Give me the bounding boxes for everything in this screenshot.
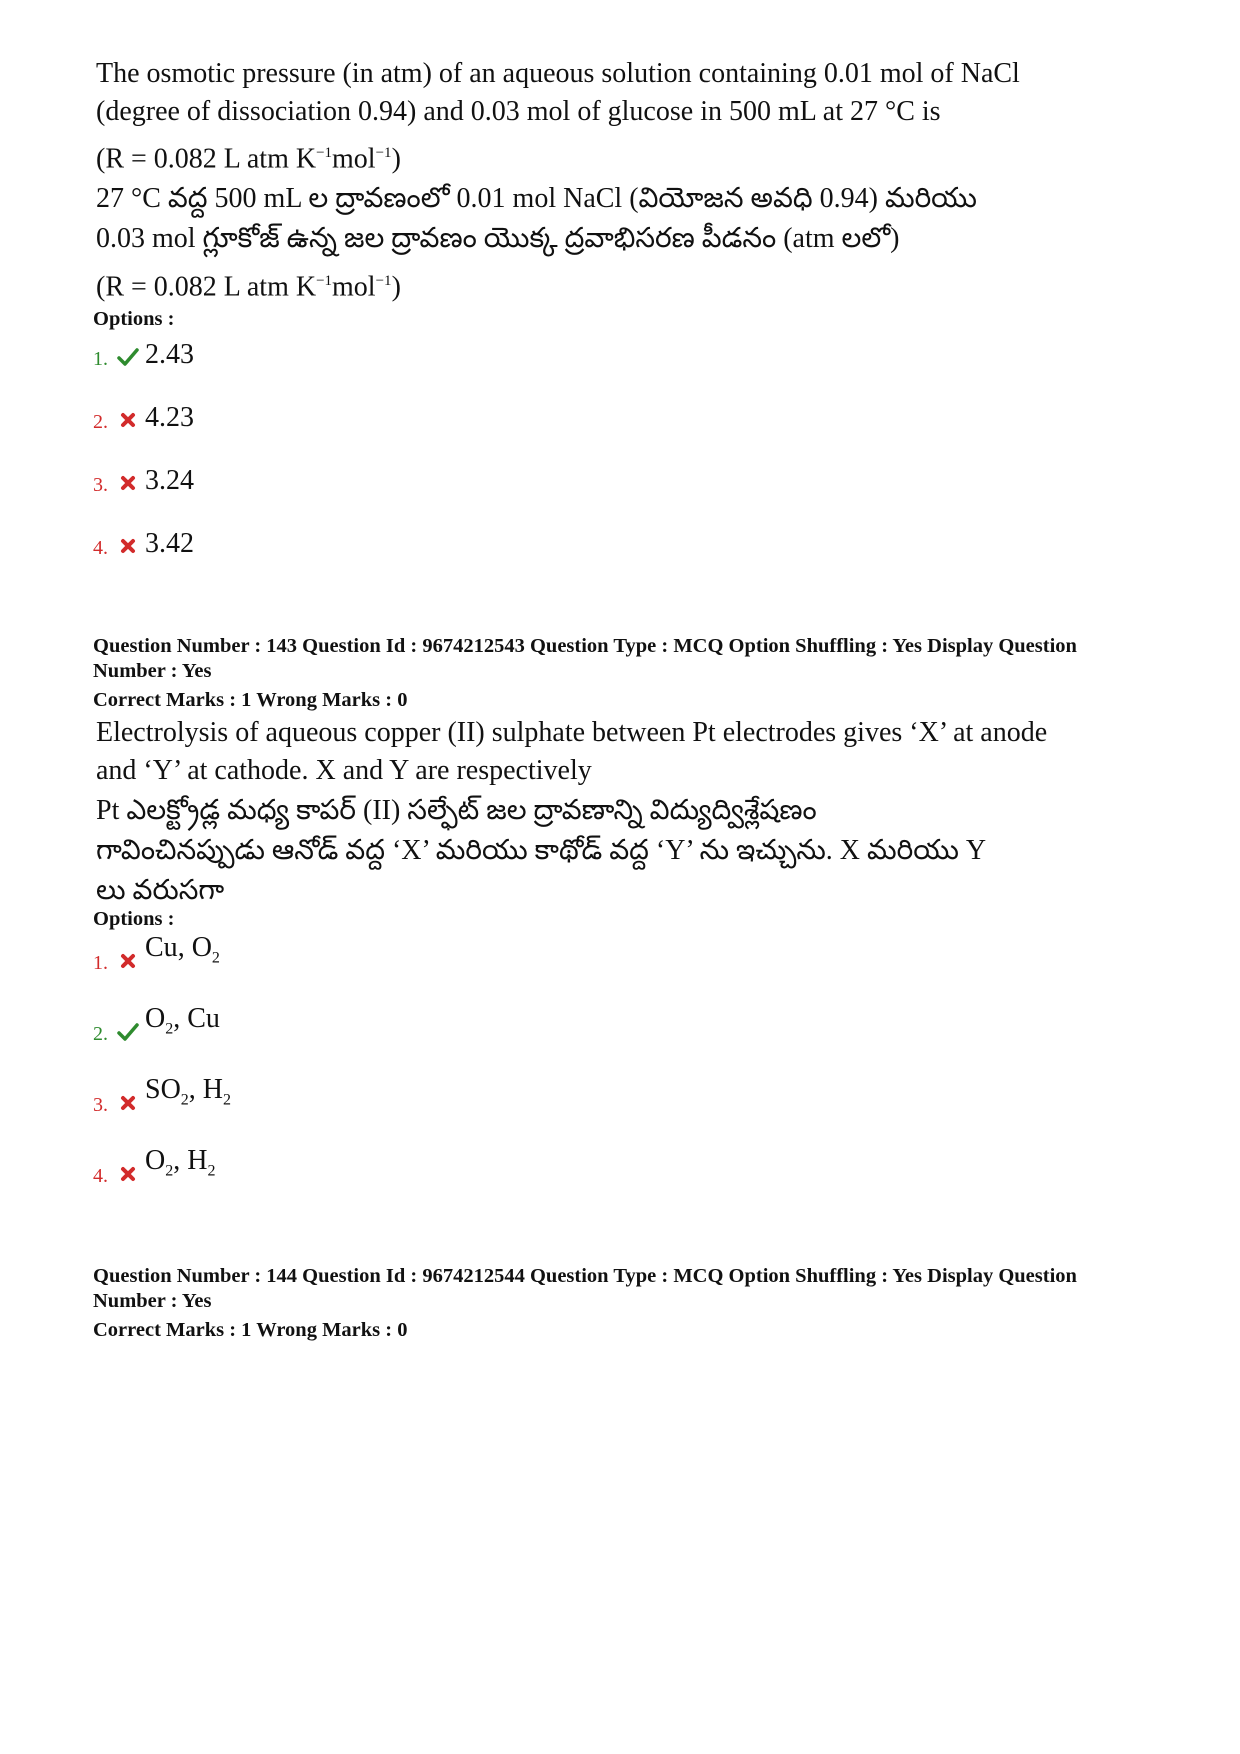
- q144-marks: Correct Marks : 1 Wrong Marks : 0: [93, 1319, 408, 1341]
- q143-option-4: [93, 1147, 215, 1187]
- q143-meta-line2: Number : Yes: [93, 660, 212, 682]
- q142-stem-en-line1: The osmotic pressure (in atm) of an aqueous solution containing 0.01 mol of NaCl: [96, 58, 1020, 89]
- option-number: 1.: [93, 348, 108, 370]
- q142-option-4: [93, 519, 194, 559]
- option-number: 4.: [93, 1165, 108, 1187]
- option-number: 4.: [93, 537, 108, 559]
- cross-icon: [117, 1092, 139, 1114]
- q143-stem-te-line3: లు వరుసగా: [96, 875, 225, 906]
- q142-gas-constant-te: (R = 0.082 L atm $K^{-1}mol^{-1}$): [96, 271, 401, 303]
- cross-icon: [117, 950, 139, 972]
- q142-option-3: [93, 456, 194, 496]
- cross-icon: [117, 1163, 139, 1185]
- option-value: Cu, $O_2$: [145, 932, 220, 967]
- q143-stem-en-line1: Electrolysis of aqueous copper (II) sulphate between Pt electrodes gives ‘X’ at anode: [96, 717, 1048, 748]
- q142-option-1: [93, 330, 194, 370]
- q142-options-label: Options :: [93, 308, 175, 330]
- q143-option-3: [93, 1076, 231, 1116]
- option-value: 3.42: [145, 528, 194, 559]
- option-number: 2.: [93, 1023, 108, 1045]
- cross-icon: [117, 472, 139, 494]
- q143-stem-en-line2: and ‘Y’ at cathode. X and Y are respectively: [96, 755, 592, 786]
- option-number: 2.: [93, 411, 108, 433]
- q143-option-2: [93, 1005, 220, 1045]
- option-number: 3.: [93, 474, 108, 496]
- check-icon: [117, 346, 139, 368]
- option-value: 3.24: [145, 465, 194, 496]
- cross-icon: [117, 535, 139, 557]
- cross-icon: [117, 409, 139, 431]
- q142-stem-te-line2: 0.03 mol గ్లూకోజ్ ఉన్న జల ద్రావణం యొక్క ద్రవాభిసరణ పీడనం (atm లలో): [96, 223, 900, 254]
- q144-meta-line1: Question Number : 144 Question Id : 9674212544 Question Type : MCQ Option Shuffling : Yes Display Question: [93, 1265, 1077, 1287]
- q144-meta-line2: Number : Yes: [93, 1290, 212, 1312]
- q142-gas-constant-en: (R = 0.082 L atm $K^{-1}mol^{-1}$): [96, 143, 401, 175]
- q142-stem-en-line2: (degree of dissociation 0.94) and 0.03 mol of glucose in 500 mL at 27 °C is: [96, 96, 941, 127]
- q143-marks: Correct Marks : 1 Wrong Marks : 0: [93, 689, 408, 711]
- option-number: 3.: [93, 1094, 108, 1116]
- q143-stem-te-line2: గావించినప్పుడు ఆనోడ్ వద్ద ‘X’ మరియు కాథోడ్ వద్ద ‘Y’ ను ఇచ్చును. X మరియు Y: [96, 835, 987, 866]
- option-value: 2.43: [145, 339, 194, 370]
- q143-meta-line1: Question Number : 143 Question Id : 9674212543 Question Type : MCQ Option Shuffling : Yes Display Question: [93, 635, 1077, 657]
- q142-option-2: [93, 393, 194, 433]
- option-value: $O_2$, $H_2$: [145, 1145, 216, 1180]
- q143-stem-te-line1: Pt ఎలక్ట్రోడ్ల మధ్య కాపర్ (II) సల్ఫేట్ జల ద్రావణాన్ని విద్యుద్విశ్లేషణం: [96, 795, 817, 826]
- q143-options-label: Options :: [93, 908, 175, 930]
- option-number: 1.: [93, 952, 108, 974]
- option-value: $O_2$, Cu: [145, 1003, 220, 1038]
- q143-option-1: [93, 934, 220, 974]
- option-value: 4.23: [145, 402, 194, 433]
- option-value: $SO_2$, $H_2$: [145, 1074, 232, 1109]
- q142-stem-te-line1: 27 °C వద్ద 500 mL ల ద్రావణంలో 0.01 mol NaCl (వియోజన అవధి 0.94) మరియు: [96, 183, 977, 214]
- check-icon: [117, 1021, 139, 1043]
